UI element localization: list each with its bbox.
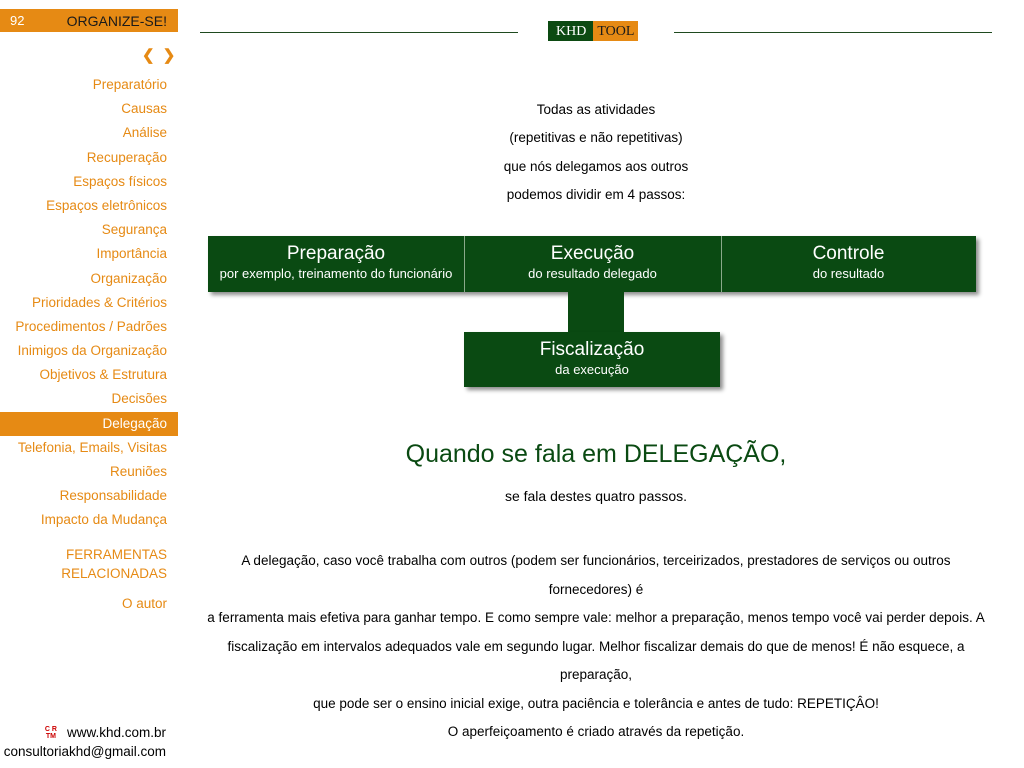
website-link[interactable]: www.khd.com.br	[66, 725, 166, 740]
intro-text	[456, 96, 736, 209]
related-tools-line1: FERRAMENTAS	[65, 547, 167, 562]
page-number: 92	[10, 13, 25, 28]
paragraph-line: a ferramenta mais efetiva para ganhar tempo. E como sempre vale: melhor a preparação, menos tempo você vai perder depois. A	[207, 610, 985, 625]
sidebar-item-prioridades[interactable]: Prioridades & Critérios	[31, 294, 167, 310]
paragraph-line: A delegação, caso você trabalha com outros (podem ser funcionários, terceirizados, prestadores de serviços ou outros fornecedores) é	[241, 553, 951, 597]
footer	[0, 723, 166, 761]
headline: Quando se fala em DELEGAÇÃO,	[405, 440, 787, 468]
logo-tool: TOOL	[593, 21, 638, 41]
sidebar-item-inimigos[interactable]: Inimigos da Organização	[17, 343, 167, 359]
sidebar-item-causas[interactable]: Causas	[121, 101, 167, 117]
header-divider-left	[200, 32, 518, 33]
sidebar-item-responsabilidade[interactable]: Responsabilidade	[59, 488, 167, 504]
paragraph-line: O aperfeiçoamento é criado através da repetição.	[447, 724, 745, 739]
next-page-icon[interactable]: ❯	[162, 47, 178, 64]
related-tools-line2: RELACIONADAS	[61, 566, 167, 581]
copyright-icon: C R TM	[44, 726, 57, 741]
logo	[548, 21, 638, 41]
sidebar-item-analise[interactable]: Análise	[122, 125, 167, 141]
sidebar-item-procedimentos[interactable]: Procedimentos / Padrões	[15, 318, 167, 334]
sidebar-item-recuperacao[interactable]: Recuperação	[86, 149, 167, 165]
sidebar-item-telefonia[interactable]: Telefonia, Emails, Visitas	[17, 439, 167, 455]
email-link[interactable]: consultoriakhd@gmail.com	[3, 744, 166, 759]
sidebar-menu	[0, 73, 178, 533]
sidebar-item-reunioes[interactable]: Reuniões	[109, 464, 167, 479]
subheadline: se fala destes quatro passos.	[504, 488, 688, 504]
body-paragraph	[206, 547, 986, 747]
step-divider	[464, 236, 465, 292]
step-connector	[568, 292, 624, 332]
sidebar-item-preparatorio[interactable]: Preparatório	[92, 77, 167, 92]
step-subtitle: do resultado delegado	[528, 266, 657, 281]
intro-line: (repetitivas e não repetitivas)	[509, 130, 683, 146]
step-title: Execução	[550, 243, 635, 264]
intro-line: que nós delegamos aos outros	[503, 158, 689, 174]
site-title[interactable]: ORGANIZE-SE!	[66, 13, 167, 29]
step-subtitle: por exemplo, treinamento do funcionário	[219, 266, 453, 281]
related-tools-link[interactable]	[0, 545, 167, 583]
sidebar-item-impacto[interactable]: Impacto da Mudança	[40, 512, 167, 528]
paragraph-line: fiscalização em intervalos adequados vale em segundo lugar. Melhor fiscalizar demais do que de menos! É não esquece, a preparação,	[227, 638, 965, 682]
sidebar-item-importancia[interactable]: Importância	[96, 246, 167, 262]
step-title: Preparação	[286, 243, 386, 264]
sidebar-item-espacos-eletronicos[interactable]: Espaços eletrônicos	[46, 197, 167, 213]
sidebar-item-decisoes[interactable]: Decisões	[111, 391, 167, 407]
step-controle	[721, 236, 976, 292]
intro-line: podemos dividir em 4 passos:	[506, 186, 686, 202]
page-navigation	[142, 46, 177, 64]
sidebar-header	[0, 9, 178, 32]
previous-page-icon[interactable]: ❮	[142, 47, 157, 64]
sidebar-item-seguranca[interactable]: Segurança	[101, 222, 167, 238]
step-subtitle: do resultado	[812, 266, 885, 281]
step-divider	[721, 236, 722, 292]
step-execucao	[464, 236, 721, 292]
step-fiscalizacao	[464, 332, 720, 387]
author-link[interactable]: O autor	[121, 596, 167, 611]
paragraph-line: que pode ser o ensino inicial exige, outra paciência e tolerância e antes de tudo: REPETIÇÂO!	[313, 695, 879, 711]
header-divider-right	[674, 32, 992, 33]
sidebar-item-espacos-fisicos[interactable]: Espaços físicos	[73, 173, 167, 189]
sidebar-item-organizacao[interactable]: Organização	[90, 270, 167, 286]
step-title: Controle	[812, 243, 885, 264]
logo-khd: KHD	[548, 21, 593, 41]
step-subtitle: da execução	[555, 362, 629, 377]
intro-line: Todas as atividades	[536, 102, 656, 117]
step-preparacao	[208, 236, 464, 292]
sidebar-item-delegacao[interactable]: Delegação	[0, 412, 178, 436]
step-title: Fiscalização	[539, 339, 645, 360]
sidebar-item-objetivos[interactable]: Objetivos & Estrutura	[39, 367, 167, 383]
